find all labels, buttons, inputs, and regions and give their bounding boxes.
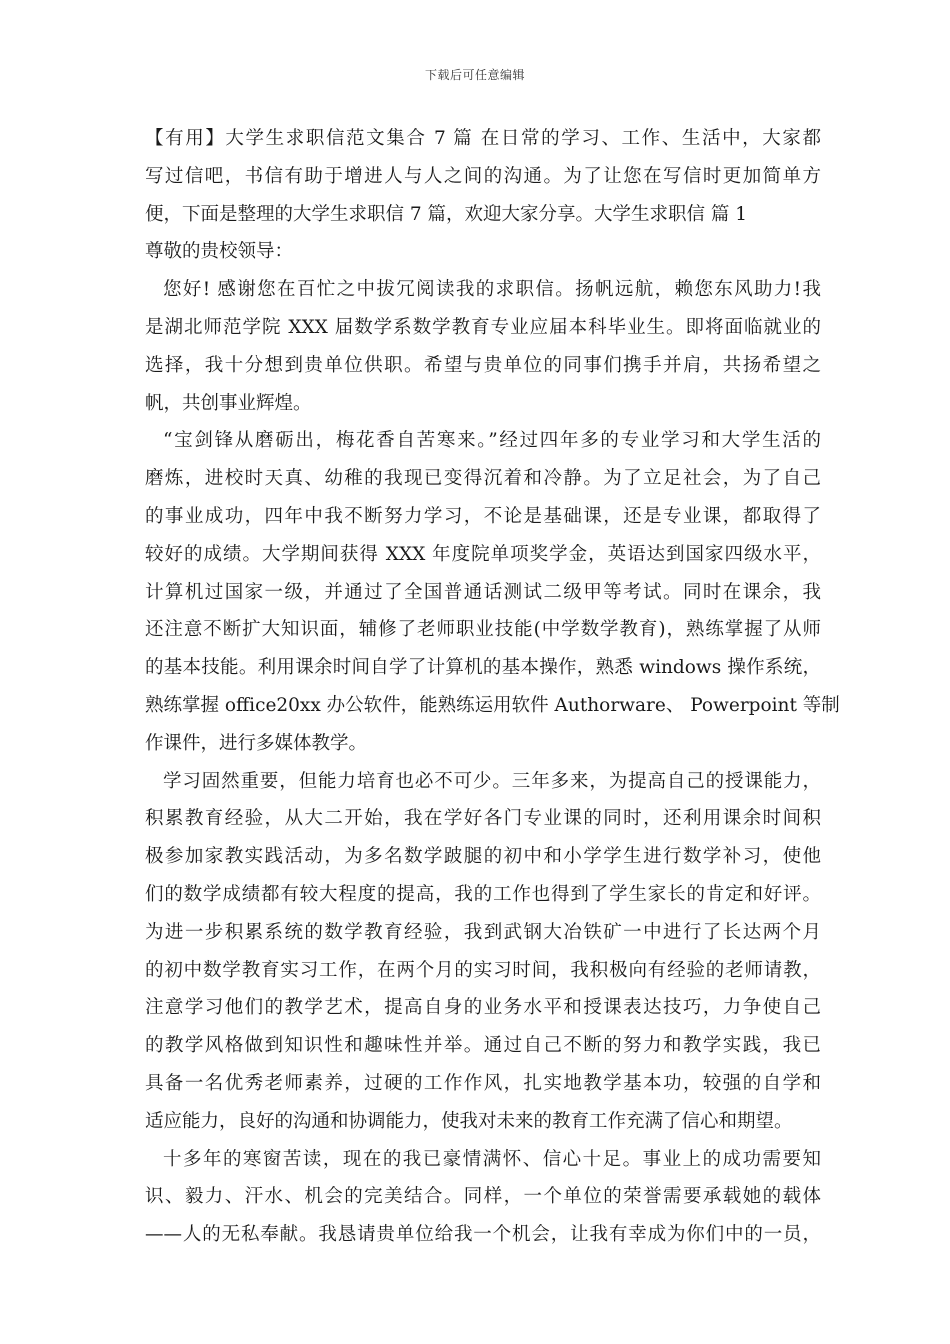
text-line: 计算机过国家一级，并通过了全国普通话测试二级甲等考试。同时在课余，我 [145, 581, 821, 603]
text-line: 磨炼，进校时天真、幼稚的我现已变得沉着和冷静。为了立足社会，为了自己 [145, 468, 821, 490]
text-line: 作课件，进行多媒体教学。 [145, 732, 368, 754]
text-line: 极参加家教实践活动，为多名数学跛腿的初中和小学学生进行数学补习，使他 [145, 846, 821, 868]
text-line: 熟练掌握 office20xx 办公软件，能熟练运用软件 Authorware、 Powerpoint 等制 [145, 694, 840, 716]
text-line: 是湖北师范学院 XXX 届数学系数学教育专业应届本科毕业生。即将面临就业的 [145, 316, 821, 338]
text-line: 写过信吧，书信有助于增进人与人之间的沟通。为了让您在写信时更加简单方 [145, 165, 821, 187]
text-line: “宝剑锋从磨砺出，梅花香自苦寒来。”经过四年多的专业学习和大学生活的 [163, 430, 821, 452]
text-line: 选择，我十分想到贵单位供职。希望与贵单位的同事们携手并肩，共扬希望之 [145, 354, 821, 376]
text-line: 的教学风格做到知识性和趣味性并举。通过自己不断的努力和教学实践，我已 [145, 1035, 821, 1057]
text-line: 积累教育经验，从大二开始，我在学好各门专业课的同时，还利用课余时间积 [145, 808, 821, 830]
document-body [145, 120, 840, 1254]
text-line: 学习固然重要，但能力培育也必不可少。三年多来，为提高自己的授课能力， [163, 770, 821, 792]
text-line: 的事业成功，四年中我不断努力学习，不论是基础课，还是专业课，都取得了 [145, 505, 821, 527]
text-line: 尊敬的贵校领导： [145, 241, 294, 263]
text-line: 便，下面是整理的大学生求职信 7 篇，欢迎大家分享。大学生求职信 篇 1 [145, 203, 748, 225]
text-line: 适应能力，良好的沟通和协调能力，使我对未来的教育工作充满了信心和期望。 [145, 1110, 793, 1132]
text-line: 注意学习他们的教学艺术，提高自身的业务水平和授课表达技巧，力争使自己 [145, 997, 821, 1019]
text-line: 识、毅力、汗水、机会的完美结合。同样，一个单位的荣誉需要承载她的载体 [145, 1186, 821, 1208]
text-line: 的基本技能。利用课余时间自学了计算机的基本操作，熟悉 windows 操作系统， [145, 657, 821, 679]
text-line: 您好! 感谢您在百忙之中拔冗阅读我的求职信。扬帆远航，赖您东风助力!我 [163, 279, 821, 301]
text-line: 十多年的寒窗苦读，现在的我已豪情满怀、信心十足。事业上的成功需要知 [163, 1148, 821, 1170]
text-line: 帆，共创事业辉煌。 [145, 392, 312, 414]
text-line: 们的数学成绩都有较大程度的提高，我的工作也得到了学生家长的肯定和好评。 [145, 883, 821, 905]
text-line: ——人的无私奉献。我恳请贵单位给我一个机会，让我有幸成为你们中的一员， [145, 1224, 821, 1246]
page-header: 下载后可任意编辑 [424, 68, 525, 82]
text-line: 为进一步积累系统的数学教育经验，我到武钢大冶铁矿一中进行了长达两个月 [145, 921, 821, 943]
text-line: 的初中数学教育实习工作，在两个月的实习时间，我积极向有经验的老师请教， [145, 959, 821, 981]
text-line: 【有用】大学生求职信范文集合 7 篇 在日常的学习、工作、生活中，大家都 [145, 128, 821, 149]
text-line: 具备一名优秀老师素养，过硬的工作作风，扎实地教学基本功，较强的自学和 [145, 1072, 821, 1094]
text-line: 较好的成绩。大学期间获得 XXX 年度院单项奖学金，英语达到国家四级水平， [145, 543, 821, 565]
text-line: 还注意不断扩大知识面，辅修了老师职业技能(中学数学教育)，熟练掌握了从师 [145, 619, 821, 641]
